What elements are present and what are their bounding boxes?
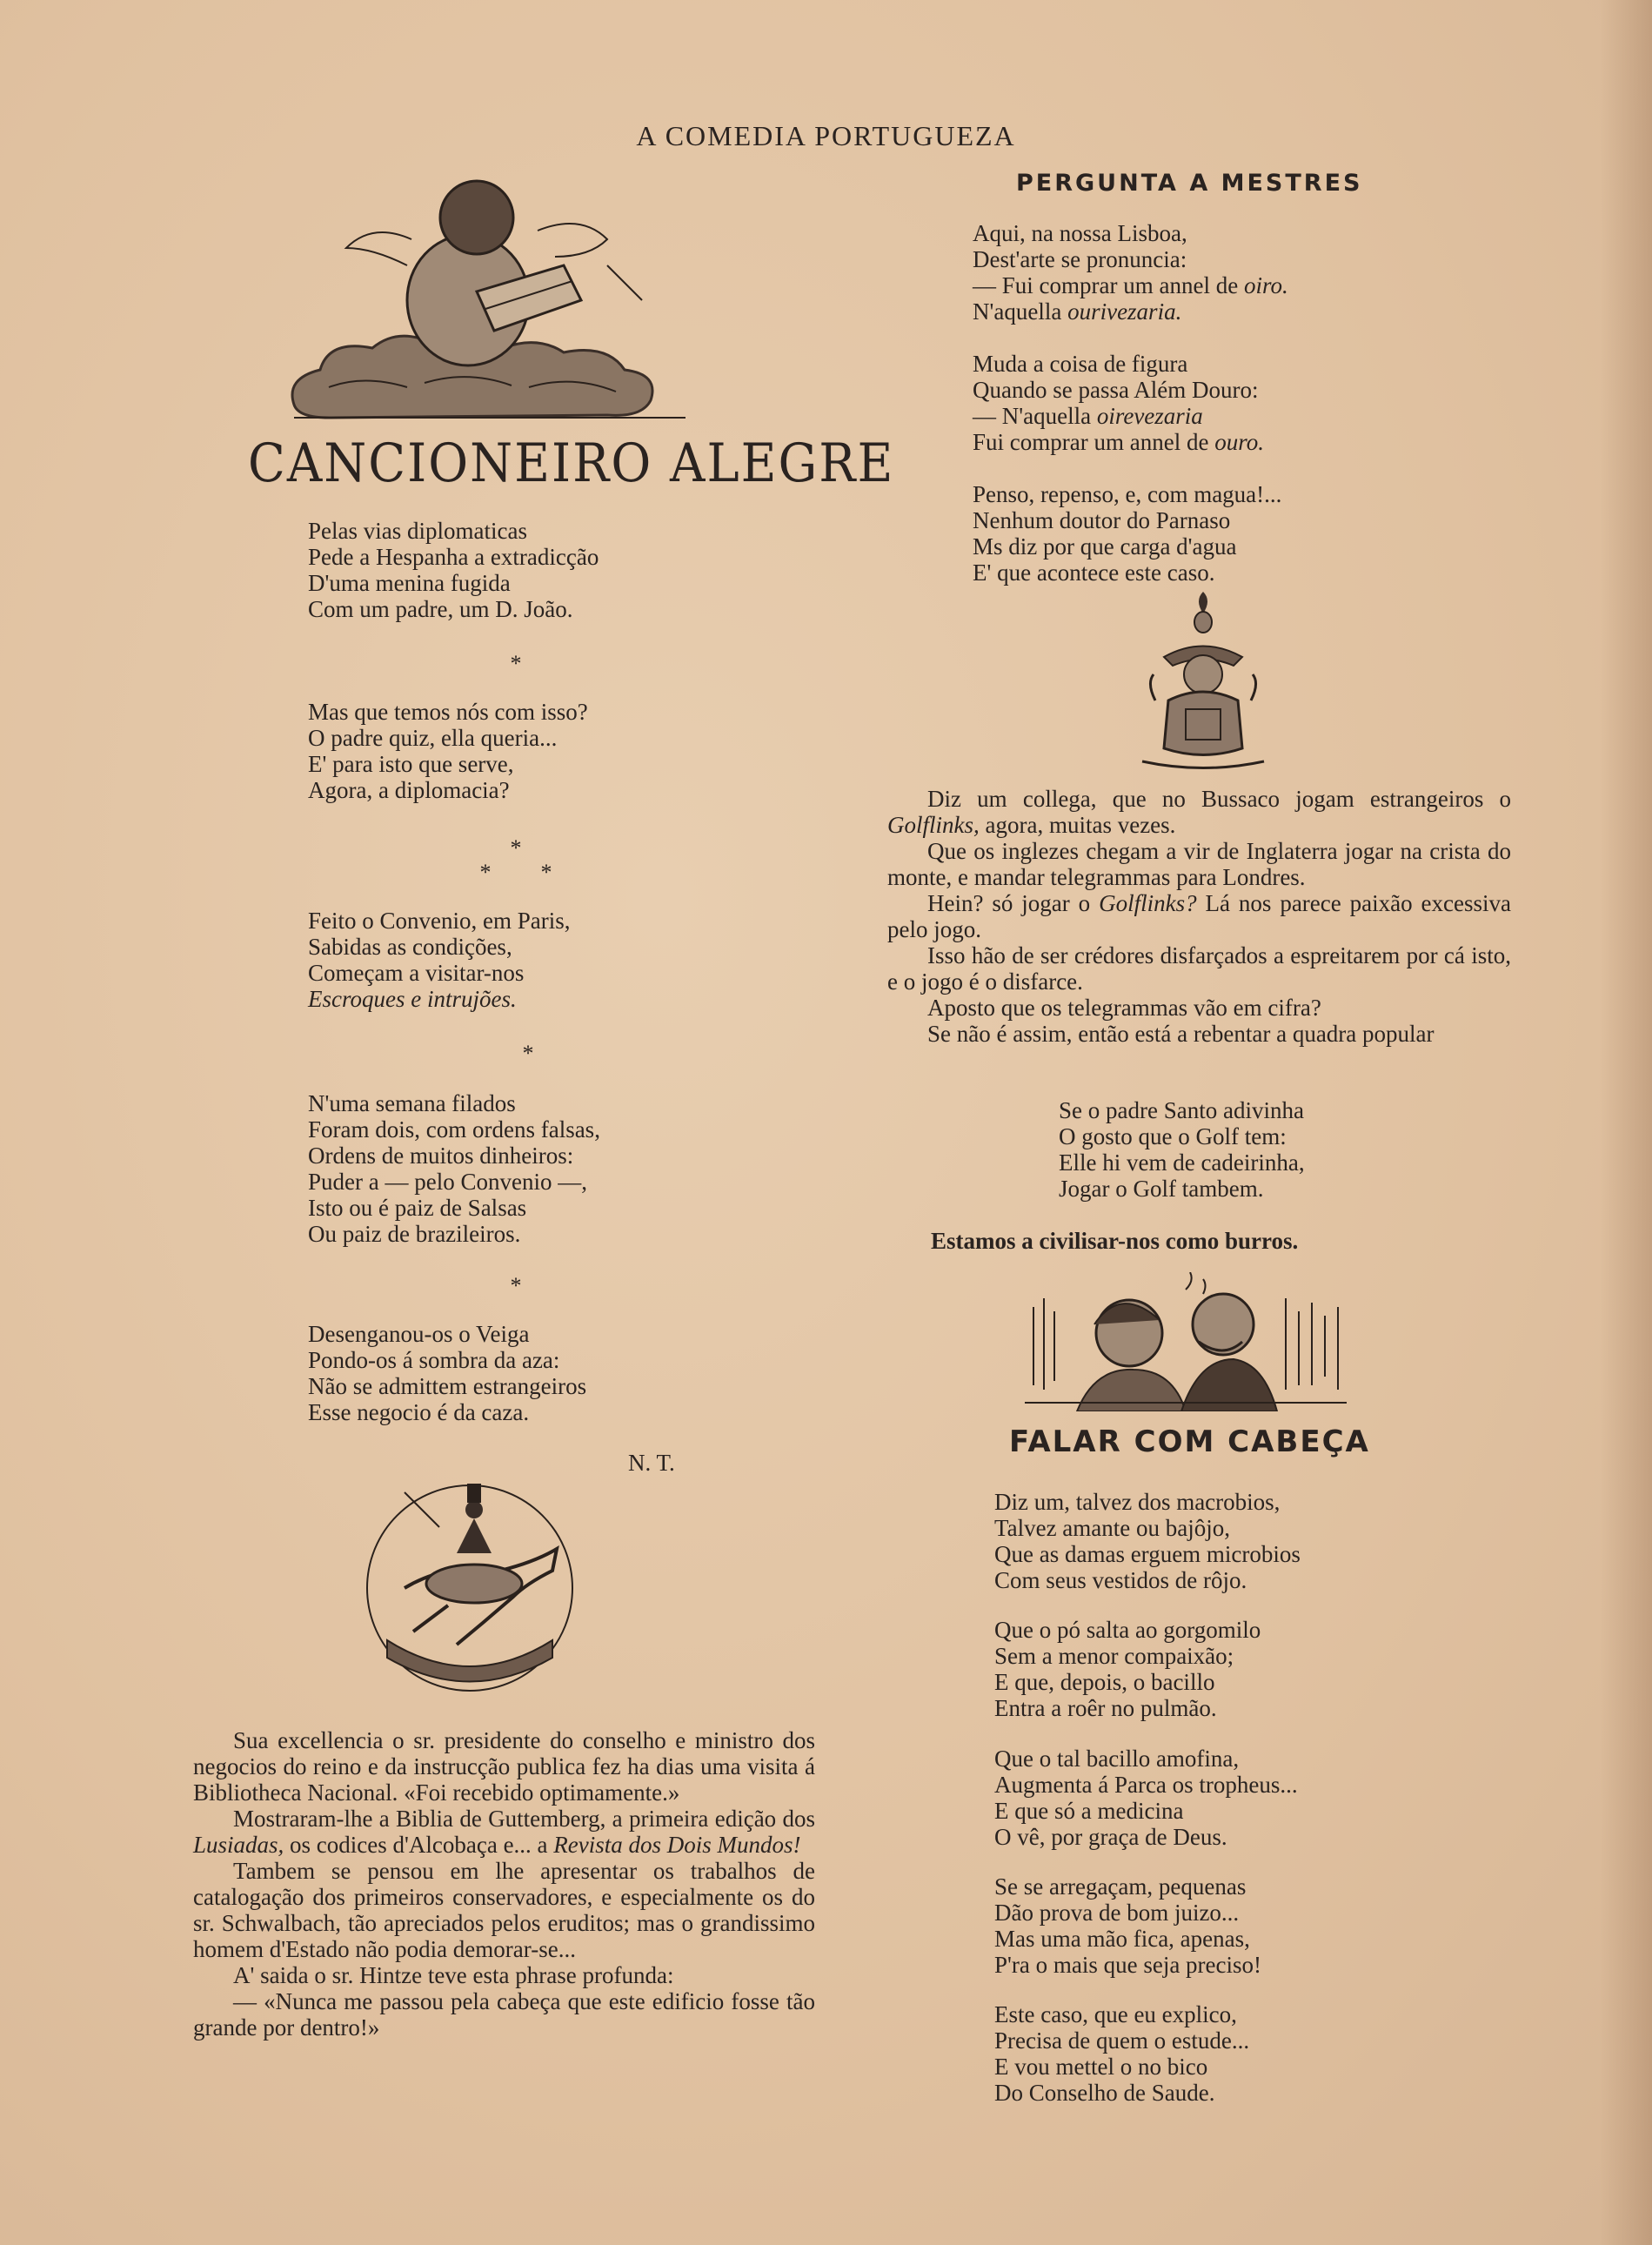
separator-star: * (540, 860, 552, 885)
text-run: N'aquella (973, 298, 1068, 325)
text-run: Fui comprar um annel de (973, 429, 1215, 455)
verse-line: Muda a coisa de figura (973, 351, 1188, 377)
verse-line: Não se admittem estrangeiros (308, 1373, 587, 1399)
article-paragraph: A' saida o sr. Hintze teve esta phrase profunda: (233, 1962, 674, 1988)
horse-rider-illustration (352, 1466, 587, 1710)
verse-line: Que as damas erguem microbios (994, 1541, 1301, 1567)
separator-star: * (479, 860, 492, 885)
verse-line: Dest'arte se pronuncia: (973, 246, 1187, 272)
falar-stanza-3 (994, 1746, 1298, 1850)
article-paragraph: Se não é assim, então está a rebentar a quadra popular (927, 1021, 1435, 1047)
verse-line: Que o pó salta ao gorgomilo (994, 1617, 1261, 1643)
verse-line: Esse negocio é da caza. (308, 1399, 530, 1425)
text-run: agora, muitas vezes. (979, 812, 1176, 838)
verse-line: E que, depois, o bacillo (994, 1669, 1215, 1695)
italic-run: Revista dos Dois Mundos! (553, 1832, 801, 1858)
separator-star: * (510, 835, 522, 861)
verse-line: Do Conselho de Saude. (994, 2080, 1215, 2106)
verse-line: Desenganou-os o Veiga (308, 1321, 530, 1347)
verse-line: E que só a medicina (994, 1798, 1184, 1824)
cancioneiro-stanza-4 (308, 1090, 600, 1247)
verse-line: Começam a visitar-nos (308, 960, 525, 986)
verse-line: Augmenta á Parca os tropheus... (994, 1772, 1298, 1798)
verse-line: Pondo-os á sombra da aza: (308, 1347, 560, 1373)
separator-star: * (510, 651, 522, 676)
verse-line: Sabidas as condições, (308, 934, 512, 960)
pergunta-title: PERGUNTA A MESTRES (1016, 170, 1363, 197)
italic-run: Golflinks? (1099, 890, 1197, 916)
verse-line: Elle hi vem de cadeirinha, (1059, 1149, 1305, 1176)
verse-line (973, 403, 1264, 429)
verse-line: Ms diz por que carga d'agua (973, 533, 1237, 560)
cancioneiro-title: CANCIONEIRO ALEGRE (248, 433, 895, 495)
text-run: — Fui comprar um annel de (973, 272, 1244, 298)
article-paragraph (887, 890, 1511, 942)
italic-run: Lusiadas, (193, 1832, 284, 1858)
verse-line (973, 272, 1288, 298)
verse-line: E vou mettel o no bico (994, 2054, 1208, 2080)
text-run: os codices d'Alcobaça e... a (284, 1832, 554, 1858)
verse-line: Este caso, que eu explico, (994, 2001, 1237, 2027)
verse-line: Com um padre, um D. João. (308, 596, 573, 622)
article-paragraph: Sua excellencia o sr. presidente do conselho e ministro dos negocios do reino e da instrucção publica fez ha dias uma visita á Bibliotheca Nacional. «Foi recebido optimamente.» (193, 1727, 815, 1806)
verse-line: E' que acontece este caso. (973, 560, 1215, 586)
verse-line: Ordens de muitos dinheiros: (308, 1143, 574, 1169)
verse-line: Talvez amante ou bajôjo, (994, 1515, 1231, 1541)
verse-line: Precisa de quem o estude... (994, 2027, 1250, 2054)
article-paragraph: — «Nunca me passou pela cabeça que este edificio fosse tão grande por dentro!» (193, 1988, 815, 2041)
verse-line: O padre quiz, ella queria... (308, 725, 558, 751)
cancioneiro-stanza-5 (308, 1321, 586, 1425)
falar-stanza-4 (994, 1873, 1261, 1978)
italic-run: oirevezaria (1096, 403, 1203, 429)
verse-line: Feito o Convenio, em Paris, (308, 908, 571, 934)
verse-line: Escroques e intrujões. (308, 986, 517, 1012)
separator-star: * (522, 1041, 534, 1066)
verse-line: Entra a roêr no pulmão. (994, 1695, 1217, 1721)
pergunta-stanza-2 (973, 351, 1264, 455)
italic-run: oiro. (1243, 272, 1288, 298)
verse-line: Se o padre Santo adivinha (1059, 1097, 1304, 1123)
article-paragraph (887, 786, 1511, 838)
verse-line (973, 298, 1288, 325)
italic-run: ourivezaria. (1067, 298, 1182, 325)
cancioneiro-stanza-2 (308, 699, 588, 803)
verse-line: Jogar o Golf tambem. (1059, 1176, 1264, 1202)
verse-line: Nenhum doutor do Parnaso (973, 507, 1231, 533)
golf-quadra (1059, 1097, 1305, 1202)
verse-line: Mas que temos nós com isso? (308, 699, 588, 725)
verse-line: N'uma semana filados (308, 1090, 516, 1116)
verse-line: O gosto que o Golf tem: (1059, 1123, 1287, 1149)
verse-line: Mas uma mão fica, apenas, (994, 1926, 1250, 1952)
text-run: Hein? só jogar o (927, 890, 1100, 916)
italic-run: Golflinks, (887, 812, 980, 838)
verse-line: Aqui, na nossa Lisboa, (973, 220, 1187, 246)
verse-line: P'ra o mais que seja preciso! (994, 1952, 1262, 1978)
verse-line: Penso, repenso, e, com magua!... (973, 481, 1282, 507)
verse-line: Diz um, talvez dos macrobios, (994, 1489, 1281, 1515)
seated-idol-illustration (1138, 587, 1268, 774)
verse-line: Pede a Hespanha a extradicção (308, 544, 599, 570)
cancioneiro-stanza-1 (308, 518, 599, 622)
italic-run: ouro. (1214, 429, 1264, 455)
pergunta-stanza-3 (973, 481, 1281, 586)
falar-title: FALAR COM CABEÇA (1009, 1424, 1370, 1459)
verse-line (973, 429, 1264, 455)
verse-line: Ou paiz de brazileiros. (308, 1221, 521, 1247)
verse-line: Que o tal bacillo amofina, (994, 1746, 1240, 1772)
verse-line: Com seus vestidos de rôjo. (994, 1567, 1247, 1593)
two-heads-illustration (1025, 1272, 1347, 1411)
signature: N. T. (628, 1450, 675, 1476)
verse-line: Isto ou é paiz de Salsas (308, 1195, 527, 1221)
pergunta-stanza-1 (973, 220, 1288, 325)
cancioneiro-stanza-3 (308, 908, 570, 1012)
page-title: A COMEDIA PORTUGUEZA (636, 120, 1016, 151)
verse-line: Puder a — pelo Convenio —, (308, 1169, 587, 1195)
verse-line: O vê, por graça de Deus. (994, 1824, 1227, 1850)
verse-line: Se se arregaçam, pequenas (994, 1873, 1247, 1900)
verse-line: Foram dois, com ordens falsas, (308, 1116, 600, 1143)
article-paragraph: Isso hão de ser crédores disfarçados a espreitarem por cá isto, e o jogo é o disfarce. (887, 942, 1511, 995)
verse-line: Dão prova de bom juizo... (994, 1900, 1240, 1926)
verse-line: Sem a menor compaixão; (994, 1643, 1234, 1669)
verse-line: Pelas vias diplomaticas (308, 518, 527, 544)
falar-stanza-2 (994, 1617, 1261, 1721)
verse-line: Agora, a diplomacia? (308, 777, 510, 803)
text-run: Diz um collega, que no Bussaco jogam estrangeiros o (927, 786, 1511, 812)
golf-closing: Estamos a civilisar-nos como burros. (931, 1228, 1299, 1254)
page-edge-shadow (1600, 0, 1652, 2245)
article-paragraph: Tambem se pensou em lhe apresentar os trabalhos de catalogação dos primeiros conservadores, e especialmente os do sr. Schwalbach, tão apreciados pelos eruditos; mas o grandissimo homem d'Estado não podia demorar-se... (193, 1858, 815, 1962)
article-paragraph (193, 1806, 815, 1858)
cherub-reading-illustration (277, 170, 729, 431)
falar-stanza-1 (994, 1489, 1301, 1593)
verse-line: Quando se passa Além Douro: (973, 377, 1259, 403)
falar-stanza-5 (994, 2001, 1249, 2106)
text-run: — N'aquella (973, 403, 1097, 429)
verse-line: D'uma menina fugida (308, 570, 511, 596)
bibliotheca-article (193, 1727, 815, 2041)
article-paragraph: Aposto que os telegrammas vão em cifra? (927, 995, 1321, 1021)
article-paragraph: Que os inglezes chegam a vir de Inglaterra jogar na crista do monte, e mandar telegrammas para Londres. (887, 838, 1511, 890)
separator-star: * (510, 1273, 522, 1298)
verse-line: E' para isto que serve, (308, 751, 514, 777)
text-run: Lá nos parece paixão excessiva pelo jogo. (887, 890, 1511, 942)
text-run: Mostraram-lhe a Biblia de Guttemberg, a primeira edição dos (233, 1806, 815, 1832)
golf-article (887, 786, 1511, 1047)
